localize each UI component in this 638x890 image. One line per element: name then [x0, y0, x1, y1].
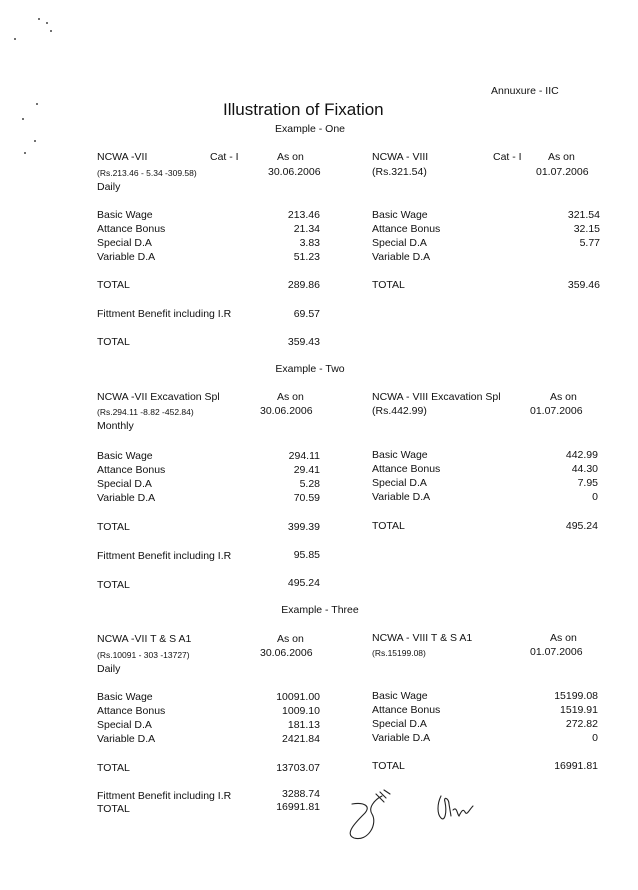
fitment-label: Fittment Benefit including I.R — [97, 308, 232, 320]
row-value: 32.15 — [573, 223, 600, 235]
total-label: TOTAL — [372, 520, 405, 532]
example-heading: Example - Three — [281, 604, 359, 616]
row-value: 7.95 — [577, 477, 598, 489]
row-value: 213.46 — [287, 209, 320, 221]
grand-total-label: TOTAL — [97, 579, 130, 591]
row-value: 10091.00 — [276, 691, 320, 703]
left-period: Monthly — [97, 420, 134, 432]
page-title: Illustration of Fixation — [223, 100, 384, 119]
row-label: Basic Wage — [97, 209, 153, 221]
total-value: 13703.07 — [276, 762, 320, 774]
row-value: 3.83 — [299, 237, 320, 249]
row-label: Attance Bonus — [97, 464, 166, 476]
row-label: Variable D.A — [372, 251, 431, 263]
left-rate: (Rs.10091 - 303 -13727) — [97, 650, 190, 660]
total-value: 16991.81 — [554, 760, 598, 772]
left-date: 30.06.2006 — [260, 405, 313, 417]
right-scheme: NCWA - VIII — [372, 151, 429, 163]
total-label: TOTAL — [372, 279, 405, 291]
fitment-label: Fittment Benefit including I.R — [97, 790, 232, 802]
row-value: 442.99 — [565, 449, 598, 461]
fitment-value: 95.85 — [293, 549, 320, 561]
annexure-label: Annuxure - IIC — [491, 85, 559, 97]
row-label: Attance Bonus — [372, 704, 441, 716]
row-value: 272.82 — [565, 718, 598, 730]
row-value: 1009.10 — [282, 705, 320, 717]
row-label: Basic Wage — [372, 449, 428, 461]
right-rate: (Rs.15199.08) — [372, 648, 426, 658]
total-label: TOTAL — [97, 279, 130, 291]
fitment-label: Fittment Benefit including I.R — [97, 550, 232, 562]
row-label: Special D.A — [97, 237, 152, 249]
grand-total-label: TOTAL — [97, 803, 130, 815]
grand-total-label: TOTAL — [97, 336, 130, 348]
scan-speck — [34, 140, 36, 142]
right-as-on: As on — [550, 391, 577, 403]
row-value: 1519.91 — [560, 704, 598, 716]
right-scheme: NCWA - VIII T & S A1 — [372, 632, 473, 644]
total-value: 495.24 — [565, 520, 598, 532]
right-as-on: As on — [550, 632, 577, 644]
row-label: Special D.A — [97, 478, 152, 490]
fitment-value: 3288.74 — [282, 788, 320, 800]
row-label: Special D.A — [372, 237, 427, 249]
example-heading: Example - Two — [275, 363, 345, 375]
right-date: 01.07.2006 — [530, 405, 583, 417]
grand-total-value: 16991.81 — [276, 801, 320, 813]
row-value: 0 — [592, 732, 598, 744]
total-value: 289.86 — [287, 279, 320, 291]
left-as-on: As on — [277, 151, 304, 163]
example-heading: Example - One — [274, 123, 346, 135]
grand-total-value: 359.43 — [287, 336, 320, 348]
scan-speck — [50, 30, 52, 32]
right-category: Cat - I — [493, 151, 522, 163]
row-value: 5.77 — [579, 237, 600, 249]
right-date: 01.07.2006 — [536, 166, 589, 178]
row-label: Basic Wage — [97, 450, 153, 462]
left-period: Daily — [97, 181, 121, 193]
right-as-on: As on — [548, 151, 575, 163]
row-value: 70.59 — [293, 492, 320, 504]
grand-total-value: 495.24 — [287, 577, 320, 589]
total-label: TOTAL — [97, 521, 130, 533]
left-date: 30.06.2006 — [268, 166, 321, 178]
left-scheme: NCWA -VII — [97, 151, 148, 163]
left-category: Cat - I — [210, 151, 239, 163]
scan-speck — [14, 38, 16, 40]
row-label: Attance Bonus — [372, 223, 441, 235]
row-value: 29.41 — [293, 464, 320, 476]
row-label: Special D.A — [97, 719, 152, 731]
row-label: Special D.A — [372, 718, 427, 730]
right-rate: (Rs.321.54) — [372, 166, 427, 178]
scan-speck — [46, 22, 48, 24]
signature-left — [334, 784, 404, 844]
row-label: Basic Wage — [97, 691, 153, 703]
total-label: TOTAL — [97, 762, 130, 774]
scan-speck — [24, 152, 26, 154]
row-label: Attance Bonus — [97, 705, 166, 717]
left-date: 30.06.2006 — [260, 647, 313, 659]
row-label: Variable D.A — [372, 732, 431, 744]
total-value: 359.46 — [567, 279, 600, 291]
row-value: 294.11 — [288, 450, 320, 462]
row-label: Basic Wage — [372, 690, 428, 702]
row-value: 2421.84 — [282, 733, 320, 745]
row-label: Variable D.A — [372, 491, 431, 503]
row-value: 44.30 — [571, 463, 598, 475]
left-scheme: NCWA -VII T & S A1 — [97, 633, 192, 645]
scan-speck — [36, 103, 38, 105]
row-value: 51.23 — [293, 251, 320, 263]
row-label: Basic Wage — [372, 209, 428, 221]
row-value: 21.34 — [293, 223, 320, 235]
left-scheme: NCWA -VII Excavation Spl — [97, 391, 220, 403]
row-value: 181.13 — [287, 719, 320, 731]
right-scheme: NCWA - VIII Excavation Spl — [372, 391, 501, 403]
left-rate: (Rs.213.46 - 5.34 -309.58) — [97, 168, 197, 178]
left-as-on: As on — [277, 633, 304, 645]
row-value: 5.28 — [299, 478, 320, 490]
row-value: 321.54 — [567, 209, 600, 221]
left-period: Daily — [97, 663, 121, 675]
row-value: 15199.08 — [554, 690, 598, 702]
row-label: Attance Bonus — [372, 463, 441, 475]
scan-speck — [22, 118, 24, 120]
right-date: 01.07.2006 — [530, 646, 583, 658]
row-value: 0 — [592, 491, 598, 503]
row-label: Variable D.A — [97, 733, 156, 745]
row-label: Variable D.A — [97, 492, 156, 504]
row-label: Variable D.A — [97, 251, 156, 263]
row-label: Special D.A — [372, 477, 427, 489]
right-rate: (Rs.442.99) — [372, 405, 427, 417]
signature-right — [433, 792, 483, 824]
total-value: 399.39 — [287, 521, 320, 533]
left-as-on: As on — [277, 391, 304, 403]
left-rate: (Rs.294.11 -8.82 -452.84) — [97, 407, 194, 417]
total-label: TOTAL — [372, 760, 405, 772]
row-label: Attance Bonus — [97, 223, 166, 235]
fitment-value: 69.57 — [293, 308, 320, 320]
scan-speck — [38, 18, 40, 20]
